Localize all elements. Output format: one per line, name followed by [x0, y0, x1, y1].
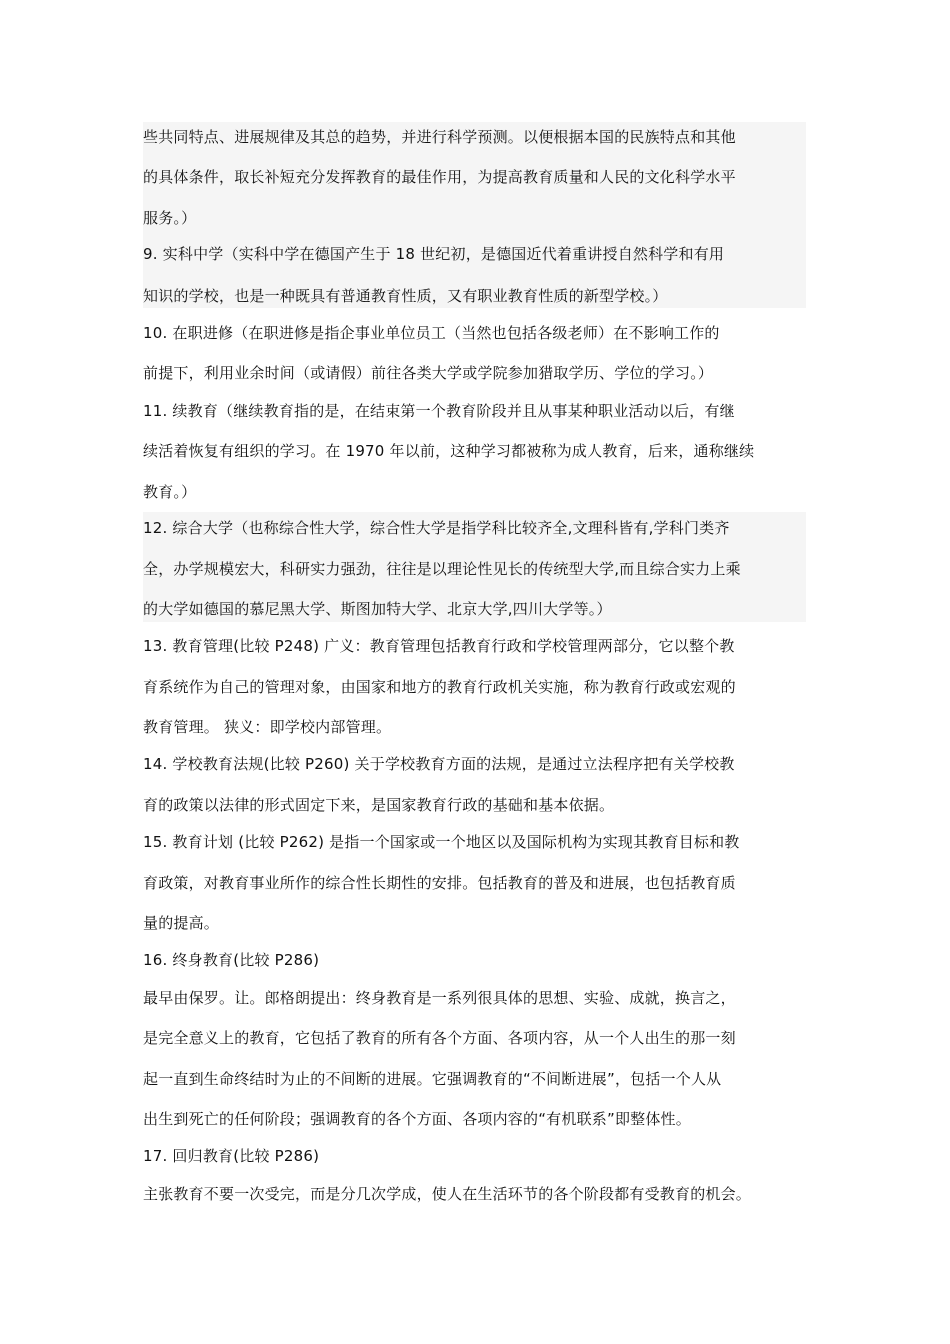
text-line: 最早由保罗。让。郎格朗提出：终身教育是一系列很具体的思想、实验、成就，换言之，	[143, 989, 736, 1007]
text-line: 主张教育不要一次受完，而是分几次学成，使人在生活环节的各个阶段都有受教育的机会。	[143, 1185, 752, 1203]
text-line: 育政策，对教育事业所作的综合性长期性的安排。包括教育的普及和进展，也包括教育质	[143, 874, 736, 892]
text-line: 续活着恢复有组织的学习。在 1970 年以前，这种学习都被称为成人教育，后来，通称继续	[143, 442, 755, 460]
text-line: 11. 续教育（继续教育指的是，在结束第一个教育阶段并且从事某种职业活动以后，有继	[143, 402, 735, 420]
text-line: 13. 教育管理(比较 P248) 广义：教育管理包括教育行政和学校管理两部分，它以整个教	[143, 637, 735, 655]
text-line: 量的提高。	[143, 914, 220, 932]
text-line: 17. 回归教育(比较 P286)	[143, 1147, 320, 1165]
text-line: 教育。）	[143, 483, 197, 501]
text-line: 教育管理。 狭义：即学校内部管理。	[143, 718, 392, 736]
text-line: 的大学如德国的慕尼黑大学、斯图加特大学、北京大学,四川大学等。）	[143, 600, 612, 618]
text-line: 出生到死亡的任何阶段；强调教育的各个方面、各项内容的“有机联系”即整体性。	[143, 1110, 691, 1128]
text-line: 育的政策以法律的形式固定下来，是国家教育行政的基础和基本依据。	[143, 796, 615, 814]
text-line: 些共同特点、进展规律及其总的趋势，并进行科学预测。以便根据本国的民族特点和其他	[143, 128, 736, 146]
text-line: 10. 在职进修（在职进修是指企事业单位员工（当然也包括各级老师）在不影响工作的	[143, 324, 720, 342]
text-line: 12. 综合大学（也称综合性大学，综合性大学是指学科比较齐全,文理科皆有,学科门类齐	[143, 519, 730, 537]
text-line: 的具体条件，取长补短充分发挥教育的最佳作用，为提高教育质量和人民的文化科学水平	[143, 168, 736, 186]
text-line: 起一直到生命终结时为止的不间断的进展。它强调教育的“不间断进展”，包括一个人从	[143, 1070, 722, 1088]
text-line: 15. 教育计划 (比较 P262) 是指一个国家或一个地区以及国际机构为实现其教育目标和教	[143, 833, 740, 851]
text-line: 全，办学规模宏大，科研实力强劲，往往是以理论性见长的传统型大学,而且综合实力上乘	[143, 560, 741, 578]
text-line: 14. 学校教育法规(比较 P260) 关于学校教育方面的法规，是通过立法程序把有关学校教	[143, 755, 735, 773]
text-line: 育系统作为自己的管理对象，由国家和地方的教育行政机关实施，称为教育行政或宏观的	[143, 678, 736, 696]
text-line: 前提下，利用业余时间（或请假）前往各类大学或学院参加猎取学历、学位的学习。）	[143, 364, 714, 382]
text-line: 16. 终身教育(比较 P286)	[143, 951, 320, 969]
text-line: 9. 实科中学（实科中学在德国产生于 18 世纪初，是德国近代着重讲授自然科学和有用	[143, 245, 725, 263]
text-line: 知识的学校，也是一种既具有普通教育性质，又有职业教育性质的新型学校。）	[143, 287, 668, 305]
text-line: 是完全意义上的教育，它包括了教育的所有各个方面、各项内容，从一个人出生的那一刻	[143, 1029, 736, 1047]
text-line: 服务。）	[143, 209, 197, 227]
